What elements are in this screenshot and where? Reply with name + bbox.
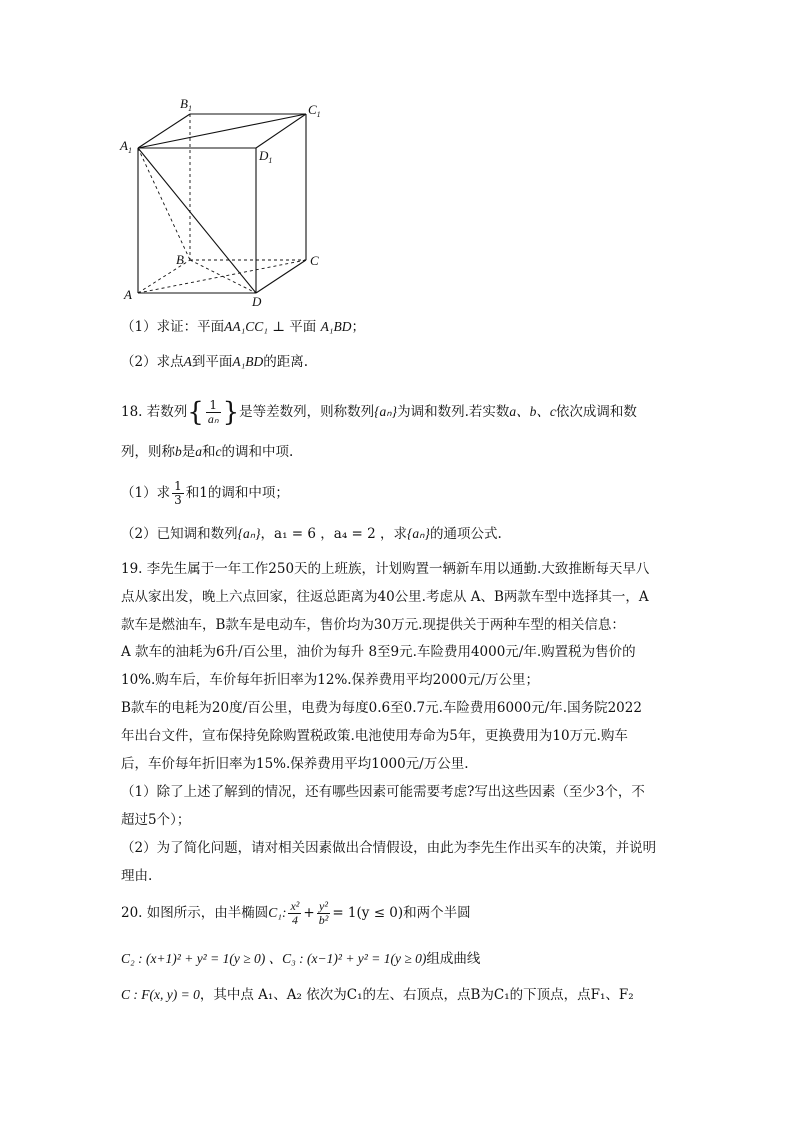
q19-line-3: 款车是燃油车，B款车是电动车，售价均为30万元.现提供关于两种车型的相关信息： xyxy=(121,617,625,633)
label-a1: $A_1$ xyxy=(120,138,132,155)
q17-part1: （1）求证：平面AA₁CC₁ ⊥ 平面 A₁BD； xyxy=(121,319,365,335)
q19-line-12: 理由. xyxy=(121,868,153,884)
q19-line-2: 点从家出发，晚上六点回家，往返总距离为40公里.考虑从 A、B两款车型中选择其一，A xyxy=(121,589,649,605)
label-d1: $D_1$ xyxy=(259,148,273,165)
q19-line-4: A 款车的油耗为6升/百公里，油价为每升 8至9元.车险费用4000元/年.购置税为售价的 xyxy=(121,644,636,660)
q17-part2: （2）求点A到平面A₁BD的距离. xyxy=(121,354,309,370)
q19-line-8: 后，车价每年折旧率为15%.保养费用平均1000元/万公里. xyxy=(121,756,469,772)
q19-line-5: 10%.购车后，车价每年折旧率为12%.保养费用平均2000元/万公里； xyxy=(121,672,539,688)
q20-line3: C : F(x, y) = 0，其中点 A₁、A₂ 依次为C₁的左、右顶点，点B为C₁的下顶点，点F₁、F₂ xyxy=(121,987,634,1003)
edge-a1-d xyxy=(138,148,256,293)
hidden-a1-b xyxy=(138,148,190,260)
label-c1: $C_1$ xyxy=(308,102,321,119)
q18-fraction: $\frac{1}{\text{aₙ}}$ xyxy=(207,398,219,426)
q18-part2: （2）已知调和数列{aₙ}，a₁ = 6 ，a₄ = 2 ，求{aₙ}的通项公式. xyxy=(121,526,502,542)
q19-line-6: B款车的电耗为20度/百公里，电费为每度0.6至0.7元.车险费用6000元/年.国务院2022 xyxy=(121,700,642,716)
q19-line-9: （1）除了上述了解到的情况，还有哪些因素可能需要考虑?写出这些因素（至少3个，不 xyxy=(121,784,645,800)
label-d: D xyxy=(252,294,262,309)
q20-line2: C₂ : (x+1)² + y² = 1(y ≥ 0) 、C₃ : (x−1)² + y² = 1(y ≥ 0)组成曲线 xyxy=(121,951,481,967)
q19-line-11: （2）为了简化问题，请对相关因素做出合情假设，由此为李先生作出买车的决策，并说明 xyxy=(121,840,657,856)
label-a: A xyxy=(124,287,132,302)
q18-part1: （1）求 $\frac{1}{3}$ 和1的调和中项； xyxy=(121,479,289,507)
label-b1: $B_1$ xyxy=(180,96,192,113)
q18-line1: 18. 若数列{ $\frac{1}{\text{aₙ}}$ }是等差数列，则称数列{aₙ}为调和数列.若实数a、b、c依次成调和数 xyxy=(121,397,637,428)
q19-line-7: 年出台文件，宣布保持免除购置税政策.电池使用寿命为5年，更换费用为10万元.购车 xyxy=(121,728,628,744)
cube-figure xyxy=(118,92,338,312)
label-c: C xyxy=(310,253,319,268)
q19-line-10: 超过5个）； xyxy=(121,812,191,828)
q18-line2: 列，则称b是a和c的调和中项. xyxy=(121,444,294,460)
q19-line-1: 19. 李先生属于一年工作250天的上班族，计划购置一辆新车用以通勤.大致推断每天早八 xyxy=(121,561,650,577)
q20-line1: 20. 如图所示，由半椭圆C₁: $\frac{\text{x²}}{4}$ + $\frac{\text{y²}}{\text{b²}}$ = 1(y ≤ 0)和两个半圆 xyxy=(121,899,471,927)
label-b: B xyxy=(176,252,184,267)
